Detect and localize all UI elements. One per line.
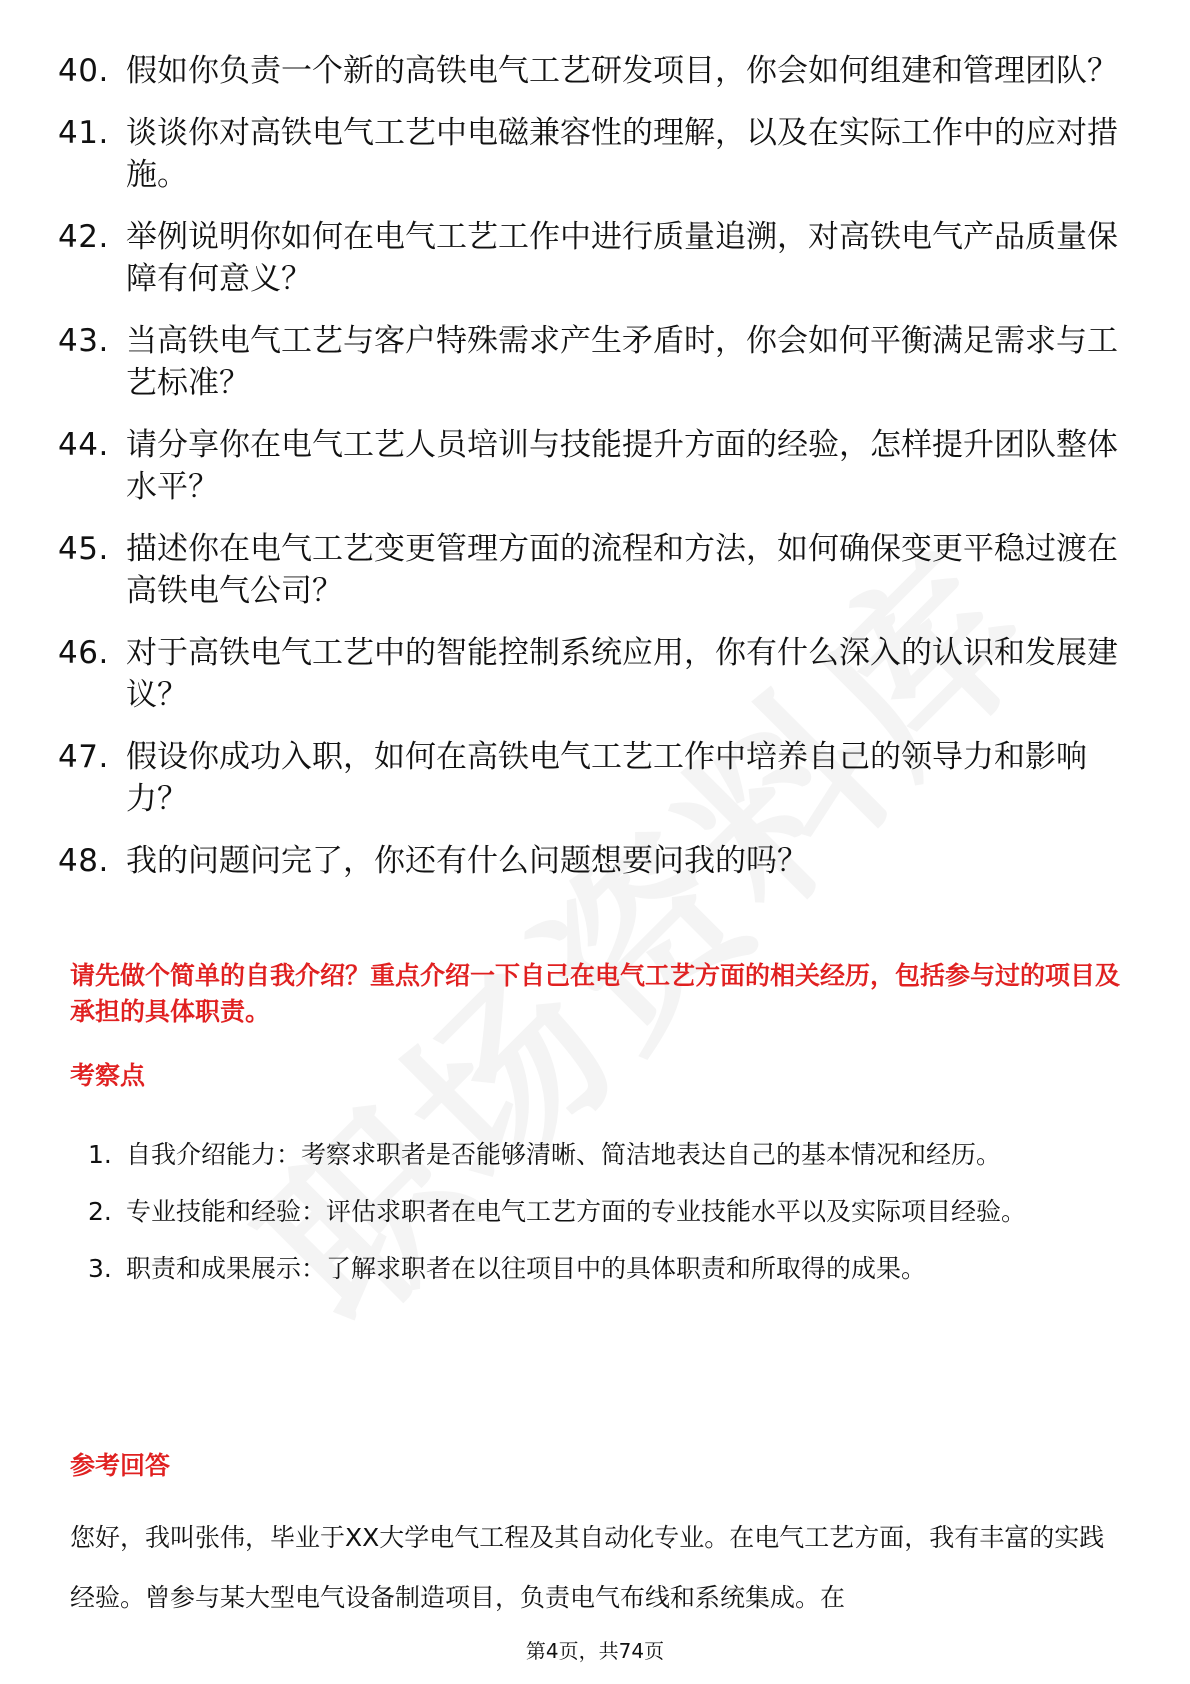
question-item (58, 216, 1118, 300)
question-text: 当高铁电气工艺与客户特殊需求产生矛盾时，你会如何平衡满足需求与工艺标准？ (126, 323, 1118, 401)
question-item (58, 840, 1118, 882)
reference-answer: 您好，我叫张伟，毕业于XX大学电气工程及其自动化专业。在电气工艺方面，我有丰富的实践经验。曾参与某大型电气设备制造项目，负责电气布线和系统集成。在 (70, 1523, 1105, 1612)
question-text: 假如你负责一个新的高铁电气工艺研发项目，你会如何组建和管理团队？ (126, 53, 1118, 89)
question-text: 对于高铁电气工艺中的智能控制系统应用，你有什么深入的认识和发展建议？ (126, 635, 1118, 713)
kcd-point (88, 1183, 1118, 1240)
question-item (58, 320, 1118, 404)
question-number: 41. (58, 115, 109, 151)
question-number: 42. (58, 219, 109, 255)
question-item (58, 736, 1118, 820)
section-title-kcd: 考察点 (70, 1061, 146, 1090)
question-item (58, 528, 1118, 612)
kcd-point-list (88, 1126, 1118, 1297)
question-number: 48. (58, 843, 109, 879)
question-item (58, 632, 1118, 716)
question-text: 谈谈你对高铁电气工艺中电磁兼容性的理解，以及在实际工作中的应对措施。 (126, 115, 1118, 193)
point-text: 职责和成果展示：了解求职者在以往项目中的具体职责和所取得的成果。 (126, 1254, 927, 1283)
kcd-point (88, 1126, 1118, 1183)
question-text: 假设你成功入职，如何在高铁电气工艺工作中培养自己的领导力和影响力？ (126, 739, 1087, 817)
highlight-question: 请先做个简单的自我介绍？重点介绍一下自己在电气工艺方面的相关经历，包括参与过的项目及承担的具体职责。 (70, 961, 1121, 1026)
section-title-reference: 参考回答 (70, 1451, 171, 1480)
question-number: 47. (58, 739, 109, 775)
question-number: 40. (58, 53, 109, 89)
point-number: 1. (88, 1140, 112, 1169)
question-number: 43. (58, 323, 109, 359)
question-number: 46. (58, 635, 109, 671)
question-list (58, 50, 1118, 902)
kcd-point (88, 1240, 1118, 1297)
question-item (58, 424, 1118, 508)
question-number: 45. (58, 531, 109, 567)
question-number: 44. (58, 427, 109, 463)
question-text: 举例说明你如何在电气工艺工作中进行质量追溯，对高铁电气产品质量保障有何意义？ (126, 219, 1118, 297)
question-item (58, 112, 1118, 196)
question-item (58, 50, 1118, 92)
point-number: 3. (88, 1254, 112, 1283)
question-text: 我的问题问完了，你还有什么问题想要问我的吗？ (126, 843, 808, 879)
point-text: 专业技能和经验：评估求职者在电气工艺方面的专业技能水平以及实际项目经验。 (126, 1197, 1027, 1226)
question-text: 请分享你在电气工艺人员培训与技能提升方面的经验，怎样提升团队整体水平？ (126, 427, 1118, 505)
page-footer: 第4页，共74页 (525, 1639, 665, 1663)
point-number: 2. (88, 1197, 112, 1226)
point-text: 自我介绍能力：考察求职者是否能够清晰、简洁地表达自己的基本情况和经历。 (126, 1140, 1002, 1169)
question-text: 描述你在电气工艺变更管理方面的流程和方法，如何确保变更平稳过渡在高铁电气公司？ (126, 531, 1118, 609)
